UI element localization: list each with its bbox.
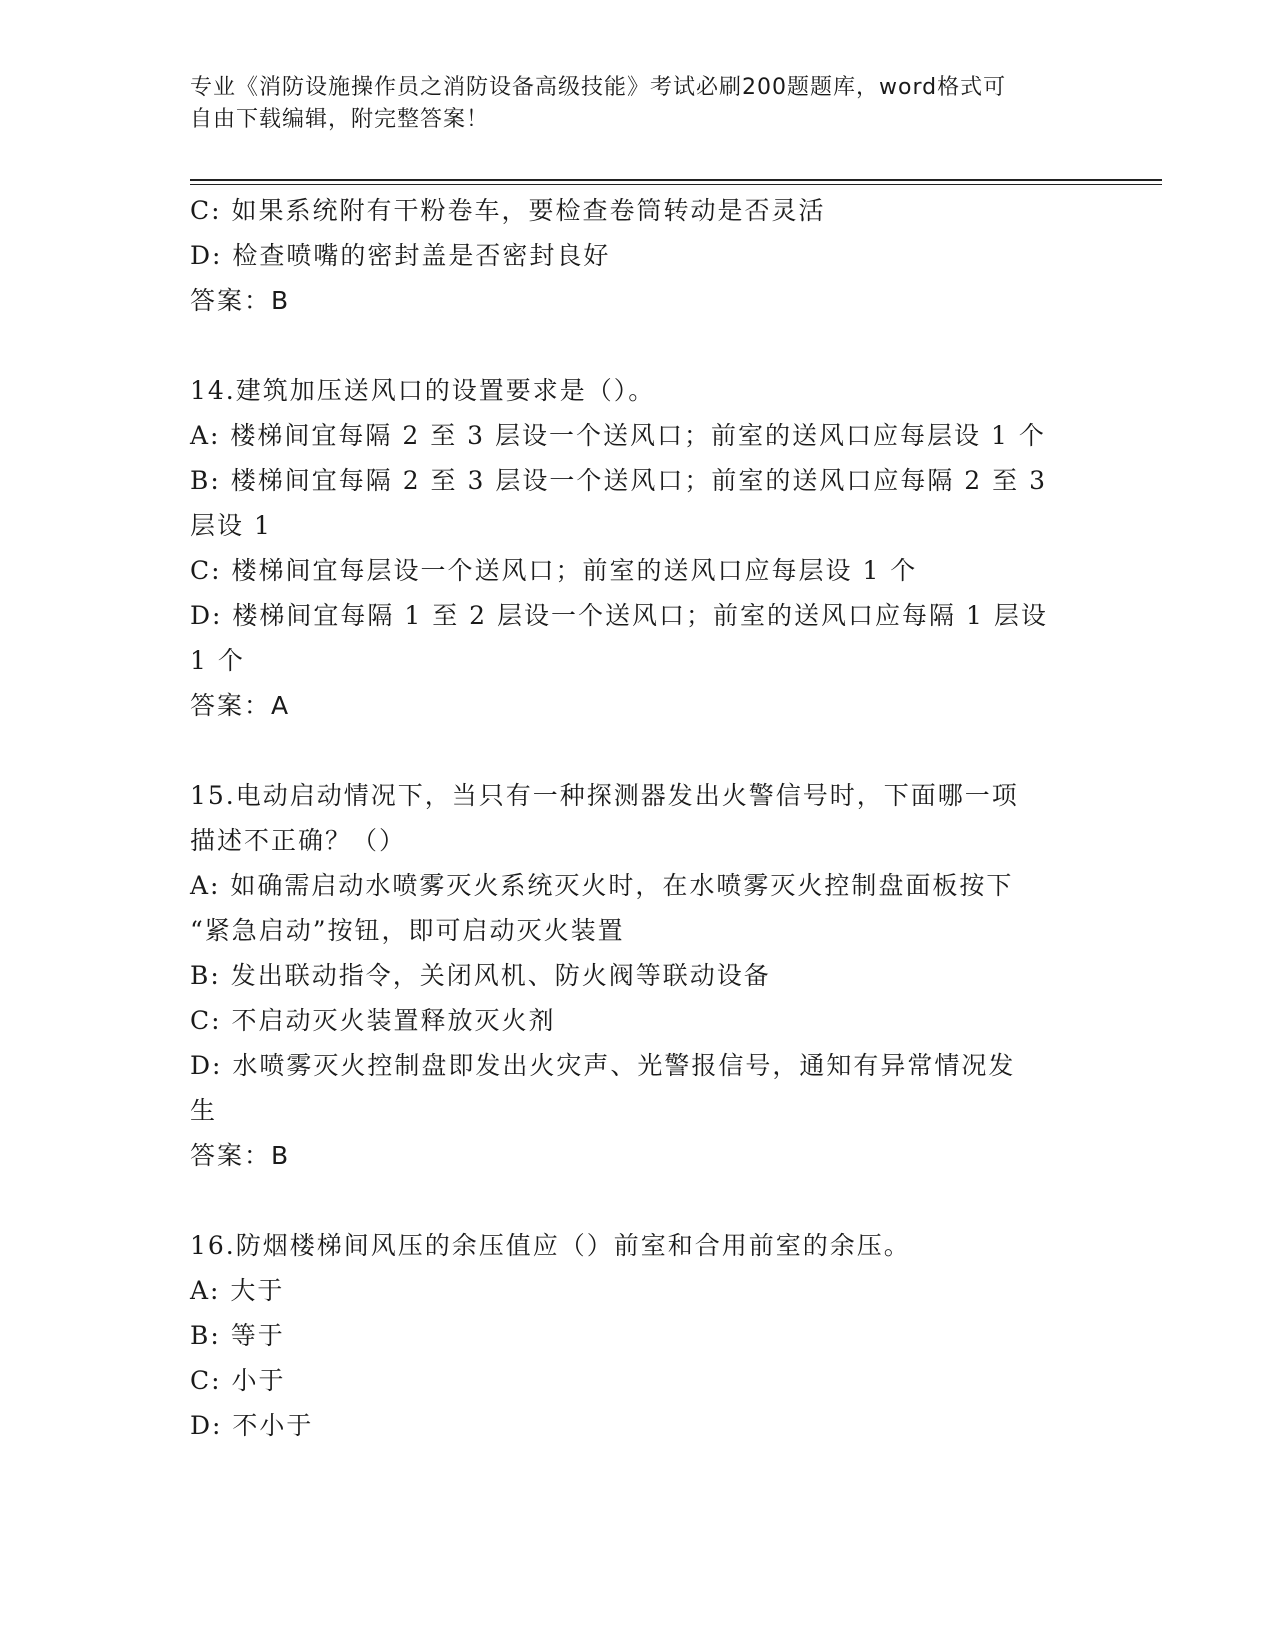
option-c: C: 楼梯间宜每层设一个送风口；前室的送风口应每层设 1 个 (190, 556, 918, 585)
answer-line: 答案：B (190, 1141, 291, 1170)
question-block-14 (190, 368, 1090, 728)
header-divider-thin (190, 184, 1162, 185)
option-d: D: 楼梯间宜每隔 1 至 2 层设一个送风口；前室的送风口应每隔 1 层设 (190, 601, 1048, 630)
question-block-16 (190, 1223, 1090, 1448)
question-text: 15.电动启动情况下，当只有一种探测器发出火警信号时，下面哪一项 (190, 781, 1019, 810)
question-list (190, 188, 1090, 1448)
option-b: B: 楼梯间宜每隔 2 至 3 层设一个送风口；前室的送风口应每隔 2 至 3 (190, 466, 1047, 495)
option-a-continued: “紧急启动”按钮，即可启动灭火装置 (190, 916, 625, 945)
option-c: C: 如果系统附有干粉卷车，要检查卷筒转动是否灵活 (190, 196, 826, 225)
question-block-13 (190, 188, 1090, 323)
question-text: 16.防烟楼梯间风压的余压值应（）前室和合用前室的余压。 (190, 1231, 911, 1260)
option-b: B: 等于 (190, 1321, 285, 1350)
option-c: C: 不启动灭火装置释放灭火剂 (190, 1006, 556, 1035)
option-d: D: 检查喷嘴的密封盖是否密封良好 (190, 241, 611, 270)
header-line-2: 自由下载编辑，附完整答案！ (190, 107, 490, 132)
option-d: D: 水喷雾灭火控制盘即发出火灾声、光警报信号，通知有异常情况发 (190, 1051, 1016, 1080)
question-block-15 (190, 773, 1090, 1178)
header-divider-thick (190, 179, 1162, 181)
option-d-continued: 1 个 (190, 646, 245, 675)
option-a: A: 大于 (190, 1276, 285, 1305)
option-b-continued: 层设 1 (190, 511, 272, 540)
question-text-continued: 描述不正确？（） (190, 826, 407, 855)
header-line-1: 专业《消防设施操作员之消防设备高级技能》考试必刷200题题库，word格式可 (190, 75, 1007, 100)
option-a: A: 如确需启动水喷雾灭火系统灭火时，在水喷雾灭火控制盘面板按下 (190, 871, 1014, 900)
option-d: D: 不小于 (190, 1411, 314, 1440)
option-a: A: 楼梯间宜每隔 2 至 3 层设一个送风口；前室的送风口应每层设 1 个 (190, 421, 1046, 450)
document-header (190, 72, 1070, 136)
option-b: B: 发出联动指令，关闭风机、防火阀等联动设备 (190, 961, 771, 990)
question-text: 14.建筑加压送风口的设置要求是（）。 (190, 376, 656, 405)
option-d-continued: 生 (190, 1096, 218, 1125)
option-c: C: 小于 (190, 1366, 286, 1395)
answer-line: 答案：B (190, 286, 291, 315)
answer-line: 答案：A (190, 691, 291, 720)
